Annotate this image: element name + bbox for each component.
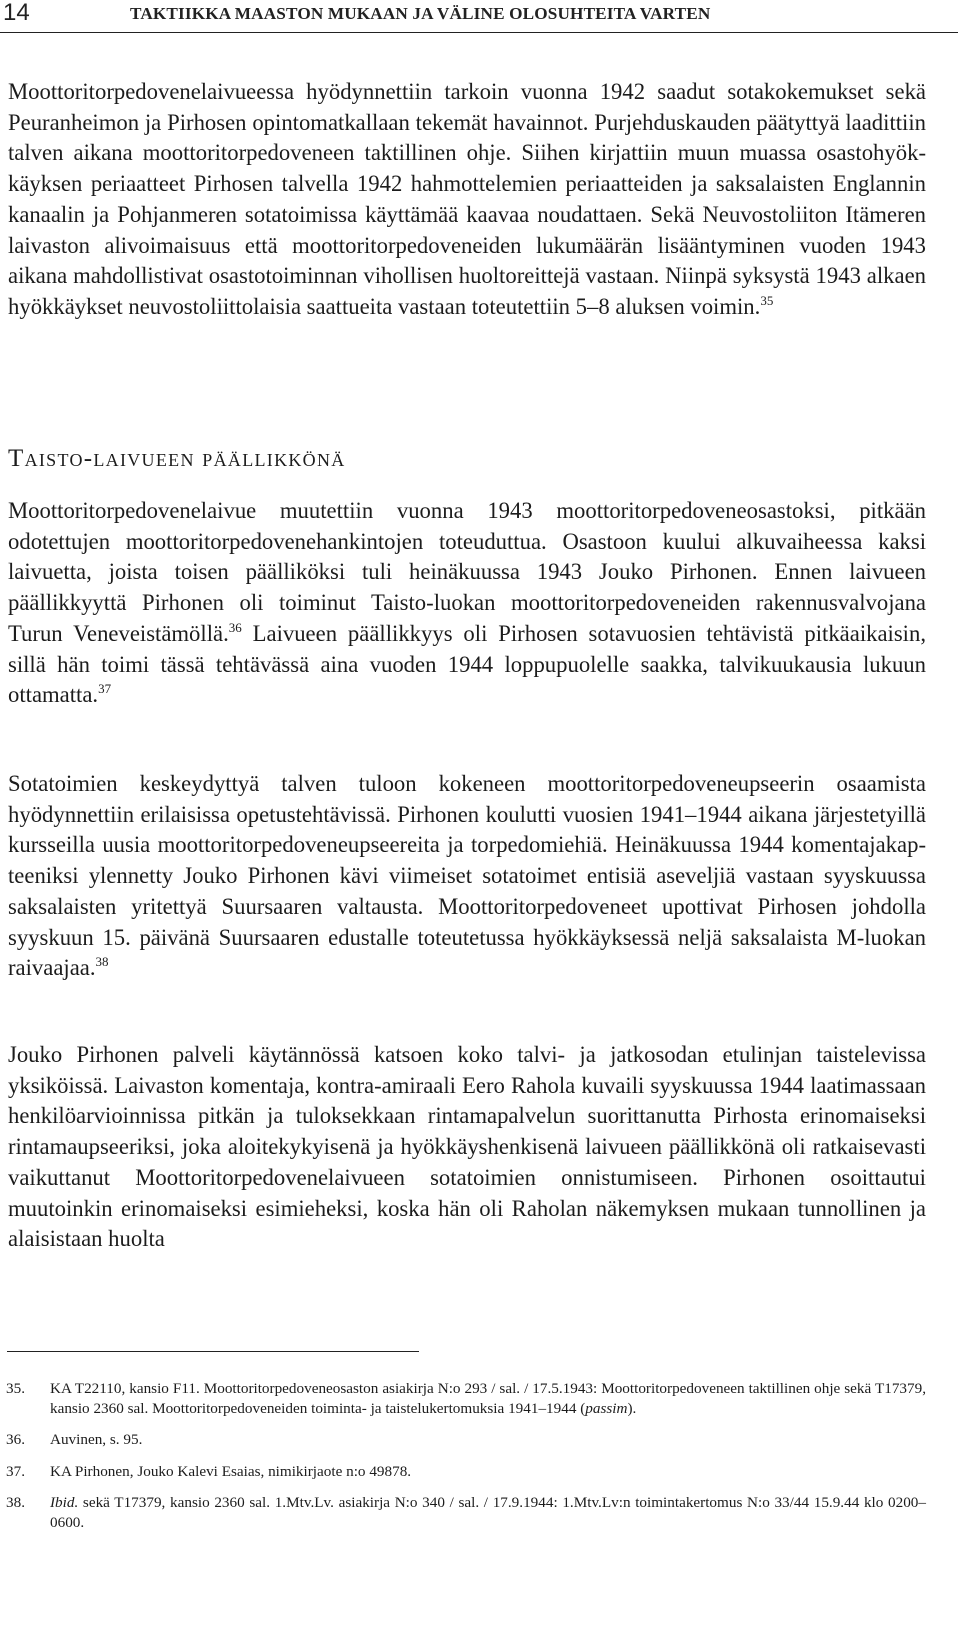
footnote-reference: 36: [228, 619, 242, 635]
footnote-number: 37.: [6, 1462, 25, 1480]
footnote-text: sekä T17379, kansio 2360 sal. 1.Mtv.Lv. asiakirja N:o 340 / sal. / 17.9.1944: 1.Mtv.Lv:n toimintakertomus N:o 33/44 15.9.44 klo 0200–0600.: [50, 1494, 926, 1531]
footnote-text: KA T22110, kansio F11. Moottoritorpedoveneosaston asiakirja N:o 293 / sal. / 17.5.1943: Moottoritorpedoveneen taktillinen ohje sekä T17379, kansio 2360 sal. Moottoritorpedoveneiden toiminta- ja taistelukertomuksia 1941–1944 (: [50, 1380, 926, 1417]
footnote-item: [6, 1379, 926, 1418]
paragraph-text: Sotatoimien keskeydyttyä talven tuloon kokeneen moottoritorpedoveneupseerin osaamista hyödynnettiin erilaisissa opetustehtävissä. Pirhonen koulutti vuosien 1941–1944 aikana järjestetyillä kursseilla uusia moottoritorpedoveneupseereita ja torpedomiehiä. Heinäkuussa 1944 komentajakapteeniksi ylennetty Jouko Pirhonen kävi viimeiset sotatoimet entisiä aseveljiä vastaan syyskuussa saksalaisten yritettyä Suursaaren valtausta. Moottoritorpedoveneet upottivat Pirhosen johdolla syyskuun 15. päivänä Suursaaren edustalle toteutetussa hyökkäyksessä neljä saksalaista M-luokan raivaajaa.: [8, 771, 926, 981]
page-number: 14: [3, 0, 30, 26]
running-header-title: TAKTIIKKA MAASTON MUKAAN JA VÄLINE OLOSUHTEITA VARTEN: [130, 4, 711, 23]
footnote-reference: 37: [98, 681, 112, 697]
body-paragraph: [8, 769, 926, 984]
footnote-number: 36.: [6, 1431, 25, 1448]
footnote-text: KA Pirhonen, Jouko Kalevi Esaias, nimikirjaote n:o 49878.: [50, 1462, 412, 1480]
paragraph-text: Jouko Pirhonen palveli käytännössä katsoen koko talvi- ja jatkosodan etulinjan taistelevissa yksiköissä. Laivaston komentaja, kontra-amiraali Eero Rahola kuvaili syyskuussa 1944 laatimassaan henkilöarvioinnissa pitkän ja tuloksekkaan rintamapalvelun suorittanutta Pirhosta erinomaiseksi rintamaupseeriksi, joka aloitekykyisenä ja hyökkäyshenkisenä laivueen päällikkönä oli ratkaisevasti vaikuttanut Moottoritorpedovenelaivueen sotatoimien onnistumiseen. Pirhonen osoittautui muutoinkin erinomaiseksi esimieheksi, koska hän oli Raholan näkemyksen mukaan tunnollinen ja alaisistaan huolta: [8, 1042, 926, 1252]
paragraph-text: Moottoritorpedovenelaivue muutettiin vuonna 1943 moottoritorpedoveneosastoksi, pitkään odotettujen moottoritorpedovenehankintojen toteuduttua. Osastoon kuului alkuvaiheessa kaksi laivuetta, joista toisen päälliköksi tuli heinäkuussa 1943 Jouko Pirhonen. Ennen laivueen päällikkyyttä Pirhonen oli toiminut Taisto-luokan moottoritorpedoveneiden rakennusvalvojana Turun Veneveistämöllä.: [8, 498, 926, 646]
footnote-reference: 38: [95, 954, 109, 970]
footnote-item: [6, 1493, 926, 1532]
body-paragraph: [8, 77, 926, 323]
footnote-item: [6, 1462, 926, 1482]
section-heading: Taisto-laivueen päällikkönä: [8, 445, 346, 472]
running-header: [0, 0, 958, 33]
footnote-item: [6, 1430, 926, 1450]
footnote-italic-text: passim: [585, 1399, 628, 1417]
footnote-number: 35.: [6, 1380, 25, 1397]
body-paragraph: [8, 1040, 926, 1255]
body-paragraph: [8, 496, 926, 711]
footnote-number: 38.: [6, 1494, 25, 1511]
footnote-reference: 35: [760, 292, 774, 308]
footnotes: [6, 1379, 926, 1544]
footnote-text: Auvinen, s. 95.: [50, 1431, 143, 1448]
footnote-text: ).: [627, 1399, 637, 1417]
footnote-italic-text: Ibid.: [50, 1494, 79, 1511]
paragraph-text: Laivueen päällikkyys oli Pirhosen sotavuosien tehtävistä pitkäaikaisin, sillä hän toimi tässä tehtävässä aina vuoden 1944 loppupuolelle saakka, talvikuukausia lukuun ottamatta.: [8, 620, 926, 708]
paragraph-text: Moottoritorpedovenelaivueessa hyödynnettiin tarkoin vuonna 1942 saadut sotakokemukset sekä Peuranheimon ja Pirhosen opintomatkallaan tekemät havainnot. Purjehduskauden päätyttyä laadittiin talven aikana moottoritorpedoveneen taktillinen ohje. Siihen kirjattiin muun muassa osastohyökkäyksen periaatteet Pirhosen talvella 1942 hahmottelemien periaatteiden ja saksalaisten Englannin kanaalin ja Pohjanmeren sotatoimissa käyttämää kaavaa noudattaen. Sekä Neuvostoliiton Itämeren laivaston alivoimaisuus että moottoritorpedoveneiden lukumäärän lisääntyminen vuoden 1943 aikana mahdollistivat osastotoiminnan vihollisen huoltoreittejä vastaan. Niinpä syksystä 1943 alkaen hyökkäykset neuvostoliittolaisia saattueita vastaan toteutettiin 5–8 aluksen voimin.: [8, 79, 926, 319]
footnote-divider: [7, 1351, 419, 1352]
